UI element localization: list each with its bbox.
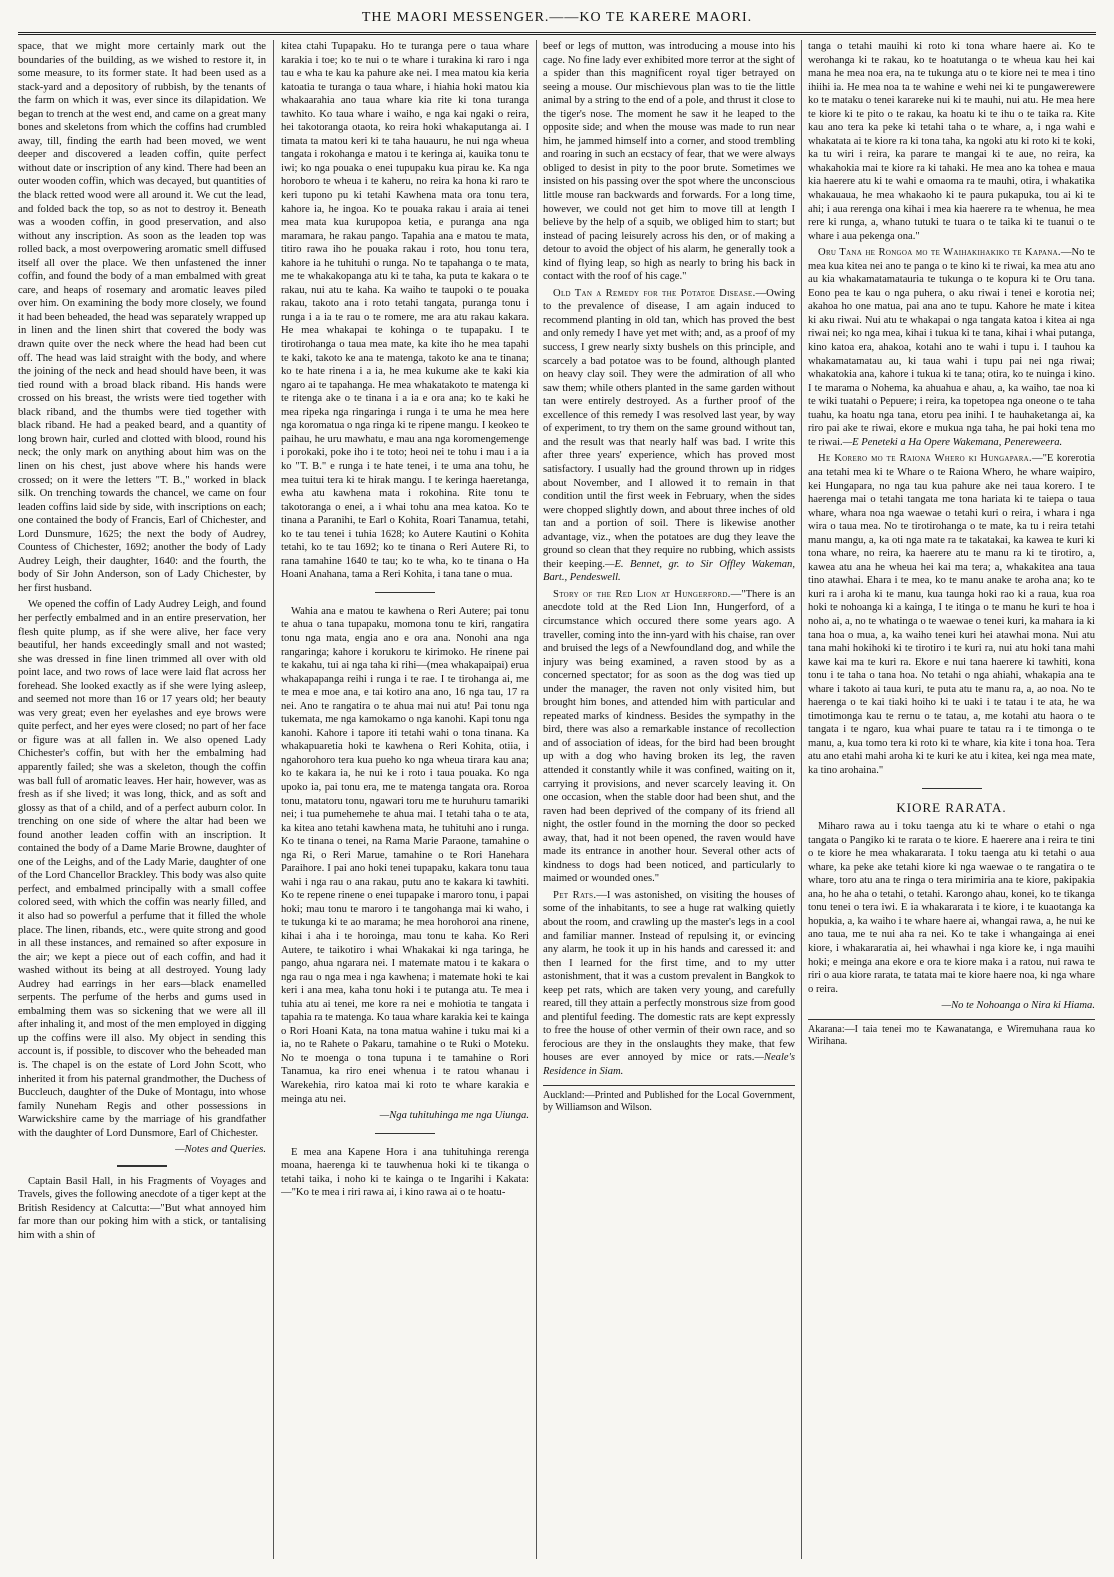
article-separator [922,788,982,789]
column-divider [536,40,537,1559]
article-title: KIORE RARATA. [896,799,1007,815]
article-paragraph: beef or legs of mutton, was introducing a mouse into his cage. No fine lady ever exhibited more terror at the sight of a spider than this magnificent royal tiger betrayed on seeing a mouse. Our mischievous plan was to tie the little animal by a string to the end of a pole, and thrust it close to the tiger's nose. The moment he saw it he leaped to the opposite side; and when the mouse was made to run near him, he jammed himself into a corner, and stood trembling and roaring in such an ecstacy of fear, that we were always obliged to desist in pity to the poor brute. Sometimes we insisted on his passing over the spot where the unconscious little mouse ran backwards and forwards. For a long time, however, we could not get him to move till at length I believe by the help of a squib, we obliged him to start; but instead of pacing leisurely across his den, or of making a detour to avoid the object of his alarm, he generally took a kind of flying leap, so high as nearly to bring his back in contact with the roof of his cage." [543,41,795,283]
article-heading: Oru Tana he Rongoa mo te Waihakihakiko te Kapana. [818,247,1061,259]
masthead-rule [18,32,1096,35]
column-3 [543,40,795,1559]
article-paragraph: Wahia ana e matou te kawhena o Reri Autere; pai tonu te ahua o tana tupapaku, momona tonu te kiri, rangatira tonu nga mata, engia ano e ora ana. Nonohi ana nga rangaringa; kahore i korukoru te kirimoko. He rinene pai te kakahu, tui ai nga taha ki rihi—(mea whakapaipai) erua whakapapanga reihi i runga i te rae. I te tirohanga ai, me te mea e moe ana, e tai kotiro ana ano, 16 nga tau, 17 ra nei. Ano te rangatira o te ahua mai nui atu! Pai tonu nga tukemata, me nga kamokamo o nga kanohi. Kapi tonu nga kanohi. Kahore i tapore iti tetahi wahi o tona tinana. Ka whakapuaretia hoki te kawhena o Reri Kohita, otiia, i ngahorohoro tera kua pueho ko nga wheua tirara kau ana; ko te kakara ia, he nui ke i roto i taua pouaka. Ko nga upoko ia, pai tonu era, me te matenga tangata ora. Roroa tonu, matatoru tonu, ngawari toru me te huruhuru tamariki nei; i tua pumehemehe te ahua mai. I tetahi taha o te ata, ka kitea ano tetahi kawhena mata, he tuhituhi ano i runga. Ko te tinana o tenei, na Rama Marie Paraone, tamahine o nga Ri, o Reri Marue, tamahine o te Rori Hanehara Paraihore. I pai ano hoki tenei tupapaku, kakara tonu taua wahi i nga rau o ana rakau, putu ano te kakara ki tawhiti. Ko te repene rinene o enei tupapake i maroro tonu, i papai hoki; mau tonu te maroro i te tangohanga mai ki waho, i te tukunga ki te ao marama; he mea horohoroi ana rinene, kihai i aha i te horoinga, mau tonu te kaha. Ko Reri Autere, te taikotiro i whai Whakakai ki nga taringa, he pango, ahua ngarara nei. I matemate matou i te kakara o nga rau o nga mea i nga kawhena; i matemate hoki te kai keri i ana mea, kaha tonu hoki i te putanga atu. Te mea i tuhia atu ai tenei, me kore ra nei e mohiotia te tangata i tapahia ra te matenga. Ko taua whare karakia kei te kainga o Rori Hoani Kata, na tona matua wahine i tuku mai ki a ia, no te Rahete o Pakaru, tamahine o te Ruki o Moteku. No te moenga o tona tupuna i te tamahine o Rori Tanamua, ka riro enei whenua i te ratou whanau i Warekehia, riro katoa mai ki roto te whare karakia e meinga atu nei. [281,605,529,1105]
article-heading: Story of the Red Lion at Hungerford. [553,588,731,600]
article-heading: He Korero mo te Raiona Whero ki Hungapara. [818,453,1032,465]
article-paragraph: —"There is an anecdote told at the Red Lion Inn, Hungerford, of a circumstance which occured there some years ago. A traveller, coming into the inn-yard with his chaise, ran over and bruised the legs of a Newfoundland dog, and while the injury was being examined, a raven stood by as a concerned spectator; for as soon as the dog was tied up under the manager, the raven not only visited him, but brought him bones, and attended him with particular and repeated marks of kindness. Besides the sympathy in the bird, there was also a remarkable instance of recollection and of association of ideas, for the bird had been brought up with a dog who having broken its leg, the raven attended it constantly while it was confined, waiting on it, carrying it provisions, and never scarcely leaving it. On one occasion, when the stable door had been shut, and the raven had been deprived of the company of its friend all night, the ostler found in the morning the door so pecked away, that, had it not been opened, the raven would have made its entrance in another hour. Several other acts of kindness to dogs had been noticed, and particularly to maimed or wounded ones." [543,588,795,885]
article-paragraph: —I was astonished, on visiting the houses of some of the inhabitants, to see a huge rat walking quietly about the room, and crawling up the master's legs in a cool and familiar manner. Instead of repulsing it, or evincing any alarm, he took it up in his hands and caressed it: and then I learned for the first time, and to my utter astonishment, that it was a custom prevalent in Bangkok to keep pet rats, which are taken very young, and carefully reared, till they attain a perfectly monstrous size from good and plentiful feeding. The domestic rats are kept expressly to free the house of other vermin of their own race, and so ferocious are they in the onslaughts they make, that few houses are ever annoyed by mice or rats. [543,889,795,1064]
column-divider [801,40,802,1559]
article-separator [375,592,435,593]
article-source: —Notes and Queries. [175,1144,266,1156]
article-paragraph: kitea ctahi Tupapaku. Ho te turanga pere o taua whare karakia i toe; ko te nui o te whare i turakina ki raro i nga tau e wha te kau ka pahure ake nei. I mea matou kia keria katoatia te turanga o taua whare, i hiahia hoki matou kia whakaarahia ano taua whare kia rite ki tona turanga tawhito. Ko taua whare i waiho, e nga kai ngaki o reira, hei takotoranga otaota, ko reira hoki whakaputanga ai. I timata ta matou keri ki te taha hauauru, he nui nga wheua tangata i rokohanga e matou i te keringa ai, kauika tonu te iwi; ko nga pouaka o enei tupupaku kua pirau ke. Ka nga horoboro te wheua i te kaheru, no reira ka hona ki raro te keri tupono pu ki tetahi Kawhena mata ora tonu tera, kahore ia, he ingoa. Ko te pouaka rakau i araia ai tenei mea mata kua kurupopoa ketia, e puranga ana nga maramara, he rakau pango. Tapahia ana e matou te mata, titiro rawa iho he pouaka rakau i roto, hou tonu tera, kahore ia he tuhituhi o runga. No te tapahanga o te mata, me te whakakopanga atu ki te taha, ka puta te kakara o te rakau, nui atu te kaha. Ka waiho te taupoki o te pouaka rakau, takoto ana i roto tetahi tangata, puranga tonu i runga i a ia te rau o te romere, me ara atu rakau kakara. He mea whakapai te kohinga o te tupapaku. I te tirotirohanga o taua mea mate, ka kite iho he mea tapahi te kaki, takoto ke ana te matenga, takoto ke ana te tinana; ko te hate rinena i a ia, he mea kukume ake te kaki kia ngaro ai te tapahanga. He mea whakatakoto te matenga ki te ritenga ake o te tinana i a ia e ora ana; ko te kaki he mea ripeka nga ringaringa i runga i te uma he mea here nga koromatua o nga ringa ki te ripene mangu. I keokeo te paihau, he uru mawhatu, e mau ana nga koromengemenge i porokaki, poke iho i te toto; heoi nei te tohu i mau i a ia ko "T. B." e runga i te hate tenei, i te uma ana tohu, he mea tuitui tera ki te hirak mangu. I te keringa haeretanga, ewha atu kawhena mata i rokohina. Rite tonu te takotoranga o enei, a i whai tohu ana mea katoa. Ko te tinana a Paranihi, te Earl o Kohita, Roari Tanamua, tetahi, ko te tau tenei i tuhia 1628; ko Autere Kautini o Kohita tetahi, ko te tau 1692; ko te tinana o Reri Autere Ri, to rana tamahine 1640 te tau; ko te wha, ko te tinana o Ha Hoani Anahana, tama a Reri Kohita, i tana tane o mua. [281,41,529,581]
article-heading: Old Tan a Remedy for the Potatoe Disease. [553,287,756,299]
article-paragraph: Miharo rawa au i toku taenga atu ki te whare o etahi o nga tangata o Pangiko ki te rarata o te kiore. E haerere ana i reira te tini o te kiore he mea whakararata. I toku taenga atu ki tetahi o aua whare, ka peke ake tetahi kiore ki nga waewae o te rangatira o te whare, toro atu ana te ringa o tera mirimiria ana te kiore, pakipakia ana, ho he aha o tetahi, o tetahi. Karongo ahau, konei, ko te tikanga tonu tenei o tera iwi. E ia whakararata i te kiore, i te kuaotanga ka hopukia, a, ka waiho i te whare haere ai, whangai rawa, a, he nui ke ano taua, me te nui aha ra nei. Ko te take i whangainga ai enei kiore, i whakararatia ai, hei whawhai i nga kiore ke, i nga mauihi hoki; e meinga ana ekore e ora te kiore maka i a ratou, nui rawa te riri o aua kiore rarata, te tatata mai te kiore haere noa, ki nga whare o reira. [808,821,1095,995]
article-source: —No te Nohoanga o Nira ki Hiama. [941,1000,1095,1012]
imprint: Auckland:—Printed and Published for the Local Government, by Williamson and Wilson. [543,1085,795,1114]
article-paragraph: —No te mea kua kitea nei ano te panga o te kino ki te riwai, ka mea atu ano au kia whakamatamatauria te tukunga o te kopura ki te Oru tana. Eono pea te kau o nga puhera, o aku riwai i tenei e korotia nei; akahoa ho one matua, pai ana ano te tupu. Kahore he mate i kitea ki aku riwai. Nui atu te whakapai o nga tangata katoa i kitea ai nga riwai nei; ko nga mea, kihai i tukua ki te tana, kihai i whai putanga, kino katoa era, ahakoa, kotahi ano te wahi i tupu i. I tauhou ka whakamatamatau au, ki taua wahi i tupu pai nei nga riwai; whakatokia ana, kahore i tukua ki te tana; otira, ko te nuinga i kino. I te marama o Nohema, ka ahuahua e ahau, a, ka waiho, tae noa ki te wiki tuatahi o Pepuere; i reira, ka topetopea nga oneone o te taha tuahu, ka hoatu nga tana, etoru pea inihi. I te hauhaketanga ai, ka riro pai ake te riwai, ekore e mukua nga taha, he pai hoki tena mo te riwai. [808,247,1095,448]
article-paragraph: Captain Basil Hall, in his Fragments of Voyages and Travels, gives the following anecdote of a tiger kept at the British Residency at Calcutta:—"But what annoyed him far more than our poking him with a stick, or tantalising him with a shin of [18,1175,266,1242]
article-paragraph: tanga o tetahi mauihi ki roto ki tona whare haere ai. Ko te werohanga ki te rakau, ko te hoatutanga o te wheua kau hei kai mana he mea noa era, na te tukunga atu o te kiore nei te mea i tino ihiihi ia. He mea noa ta te wahine e wehi nei ki te pungawerewere ko te mataku o tenei karareke nui ki te mauhi, nui atu. He mea here te kiore ki te pito o te rakau, ka hoatu ki te ihu o te taika ra. Kite kau ano tera ka peke ki tetahi taha o te whare, a, i nga wahi e whakatata ai te kiore ra ki tona taha, ka ngoki atu ki roto ki te koki, ka tu wiri i reira, ka parare te mangai ki te aue, no reira, ka whakahokia mai te kiore ra ki tahaki. He mea ano ka tohea e maua kia haerere atu ki te wahi e omaoma ra te mauhi, otira, i whakatika whakauaua, he mea whakaoho ki te paura pukapuka, tou ai ki te ahi; i aua rerenga ona kihai i mea kia haerere ra te whenua, he mea rere ki runga, a, whano tutuki te tuara o te taika ki te tuanui o te whare i aua pekenga ona." [808,41,1095,242]
article-source: —E Peneteki a Ha Opere Wakemana, Penereweera. [842,436,1063,448]
article-heading: Pet Rats. [553,889,597,901]
article-paragraph: We opened the coffin of Lady Audrey Leigh, and found her perfectly embalmed and in an entire preservation, her flesh quite plump, as if she were alive, her face very beautiful, her hands exceedingly small and not wasted; she was dressed in fine linen trimmed all over with old point lace, and two rows of lace were laid flat across her forehead. She looked exactly as if she were lying asleep, and seemed not more than 16 or 17 years old; her beauty was very great; even her eyelashes and eye brows were quite perfect, and her eyes were closed; no part of her face or figure was at all fallen in. We also opened Lady Chichester's coffin, but with her the embalming had apparently failed; she was a skeleton, though the coffin was ball full of aromatic leaves. Her hair, however, was as fresh as if she lived; it was long, thick, and as soft and glossy as that of a child, and of a perfect auburn color. In trenching on one side of where the altar had been we found another leaden coffin with an inscription. It contained the body of a Dame Marie Browne, daughter of one of the Leighs, and of the Lady Marie, daughter of one of the Lord Chancellor Brackley. This body was also quite perfect, and embalmed principally with a small coffee colored seed, with which the coffin was nearly filled, and it also had so powerful a perfume that it filled the whole place. The linen, ribands, etc., were quite strong and good in all these instances, and remained so after exposure in the air; we kept a piece out of each coffin, and had it washed without its being at all destroyed. Young lady Audrey had earrings in her ears—black enamelled serpents. The perfume of the herbs and gums used in embalming them was so sickening that we were all ill after inhaling it, and most of the men employed in digging up the coffins were ill also. My object in sending this account is, if possible, to discover who the beheaded man is. The chapel is on the estate of Lord John Scott, who inherited it from his paternal grandmother, the Duchess of Buccleuch, daughter of the Duke of Montagu, into whose family Nuneham Regis and other possessions in Warwickshire came by the marriage of his grandfather with the daughter of Lord Dunsmore, Earl of Chichester. [18,599,266,1139]
masthead-title: THE MAORI MESSENGER.——KO TE KARERE MAORI. [361,10,753,25]
article-paragraph: —"E korerotia ana tetahi mea ki te Whare o te Raiona Whero, he whare waipiro, kei Hungapara, no nga tau kua pahure ake nei taua korero. I te haerenga mai o tetahi tangata me tona hariata ki te taiepa o taua whare, whara noa nga waewae o tetahi kuri o reira, i whara i nga wira o taua mea. No te tirotirohanga o te mate, ka tu i reira tetahi manu mangu, a, ka oti nga mate ra te takatakai, ka kawea te kuri ki tona whare, no reira, ka haerere atu te manu ra ki te tirotiro, a, kawea atu ana he wheua hei kai ma tera; a, whakakitea ana taua tino atawhai. Ehara i te mea, ko te manu anake te aroha ana; ko te kuri ra i aroha ki te manu, kua taunga hoki rao ki a raua, kua roa hoki te nohoanga ki a kainga, I te itinga o te manu he kuri te hoa i noho ai, a, no te whatinga o te waewae o tenei kuri, ka mahara ia ki tana hoa o mua, a, ka waiho tenei kuri hei atawhai mona. Nui atu tana mahi hokihoki ki te tirotiro i te kuri ra, nui atu hoki tana mahi kawe kai ma te kuri ra. Ekore e nui tana haerere ki tawhiti, kona tonu i te taha o tana hoa. No tetahi o nga ahiahi, whakapia ana te whare i takoto ai taua kuri, te puta atu te manu ra, a, ao noa. No te haerenga o te kai tiaki hoiho ki te uaki i te tatau i te ata, he wa timotimonga kau te rernu o te tatau, a, me kotahi atu haora o te tangata i te ngaro, kua whai puare te tatau ra i te timonga o te manu, a, kua tomo tera ki roto ki te whare, kia kite i tona hoa. Tera atu ano etahi mahi aroha ki te kuri ke atu i kitea, kei nga mea mate, ka tino arohaina." [808,453,1095,776]
article-separator [375,1133,435,1134]
article-source: —Neale's Residence in Siam. [543,1052,795,1078]
column-1 [18,40,266,1559]
article-source: —E. Bennet, gr. to Sir Offley Wakeman, Bart., Pendeswell. [543,558,795,584]
article-paragraph: space, that we might more certainly mark out the boundaries of the building, as we wished to restore it, in some measure, to its former state. It had been used as a stack-yard and a depository of rubbish, by the tenants of the farm on which it was, ever since its dilapidation. We began to trench at the west end, and came on a great many bones and skeletons from which the coffins had crumbled away, till, finding the earth had been moved, we went deeper and discovered a leaden coffin, quite perfect without date or inscription of any kind. There had been an outer wooden coffin, which was decayed, but quantities of the black retted wood were all around it. We cut the lead, and folded back the top, so as not to destroy it. Beneath was a wooden coffin, in good preservation, and also without any inscription. As soon as the leaden top was rolled back, a most overpowering aromatic smell diffused itself all over the place. We then unfastened the inner coffin, and found the body of a man embalmed with great care, and heaps of rosemary and aromatic leaves piled over him. On examining the body more closely, we found it had been beheaded, the head was separately wrapped up in linen and the linen shirt that covered the body was drawn quite over the neck where the head had been cut off. The head was laid straight with the body, and where the joining of the neck and head should have been, it was tied round with a broad black riband. His hands were crossed on his breast, the wrists were tied together with black riband, and the thumbs were tied together with black riband. He had a peaked beard, and a quantity of long brown hair, curled and clotted with blood, round his neck; the only mark on anything about him was on the linen on his chest, just above where his hands were crossed; on it were the letters "T. B.," worked in black silk. On trenching towards the chancel, we came on four leaden coffins laid side by side, with inscriptions on each; one contained the body of Francis, Earl of Chichester, and Lord Dunsmure, 1625; the next the body of Audrey, Countess of Chichester, 1692; another the body of Lady Audrey Leigh, their daughter, 1640: and the fourth, the body of Sir John Anderson, son of Lady Chichester, by her first husband. [18,41,266,594]
column-divider [273,40,274,1559]
column-2 [281,40,529,1559]
imprint: Akarana:—I taia tenei mo te Kawanatanga, e Wiremuhana raua ko Wirihana. [808,1019,1095,1048]
column-4 [808,40,1095,1559]
article-source: —Nga tuhituhinga me nga Uiunga. [379,1110,529,1122]
article-separator [117,1165,167,1167]
article-paragraph: E mea ana Kapene Hora i ana tuhituhinga rerenga moana, haerenga ki te tauwhenua hoki ki te tikanga o tetahi taika, i noho ki te kainga o te Ingarihi i Kakata:—"Ko te mea i riri rawa ai, i kino rawa ai o te hoatu- [281,1146,529,1199]
article-paragraph: —Owing to the prevalence of disease, I am again induced to recommend planting in old tan, which has proved the best and only remedy I have yet met with; and, as a proof of my success, I grew nearly sixty bushels on this principle, and scarcely a bad potatoe was to be found, although planted on heavy clay soil. They were the admiration of all who saw them; while others planted in the same garden without tan were entirely destroyed. As a further proof of the excellence of this remedy I was resolved last year, by way of experiment, to try them on the same ground without tan, and the result was that nearly half was bad. I write this after three years' experience, which has proved most satisfactory. I usually had the ground thrown up in ridges about November, and I allowed it to remain in that condition until the first week in February, when the sides were chopped slightly down, and about three inches of old tan and a portion of soil. There is likewise another advantage, viz., when the potatoes are dug they leave the ground so clean that they require no rubbing, which assists their keeping. [543,287,795,570]
